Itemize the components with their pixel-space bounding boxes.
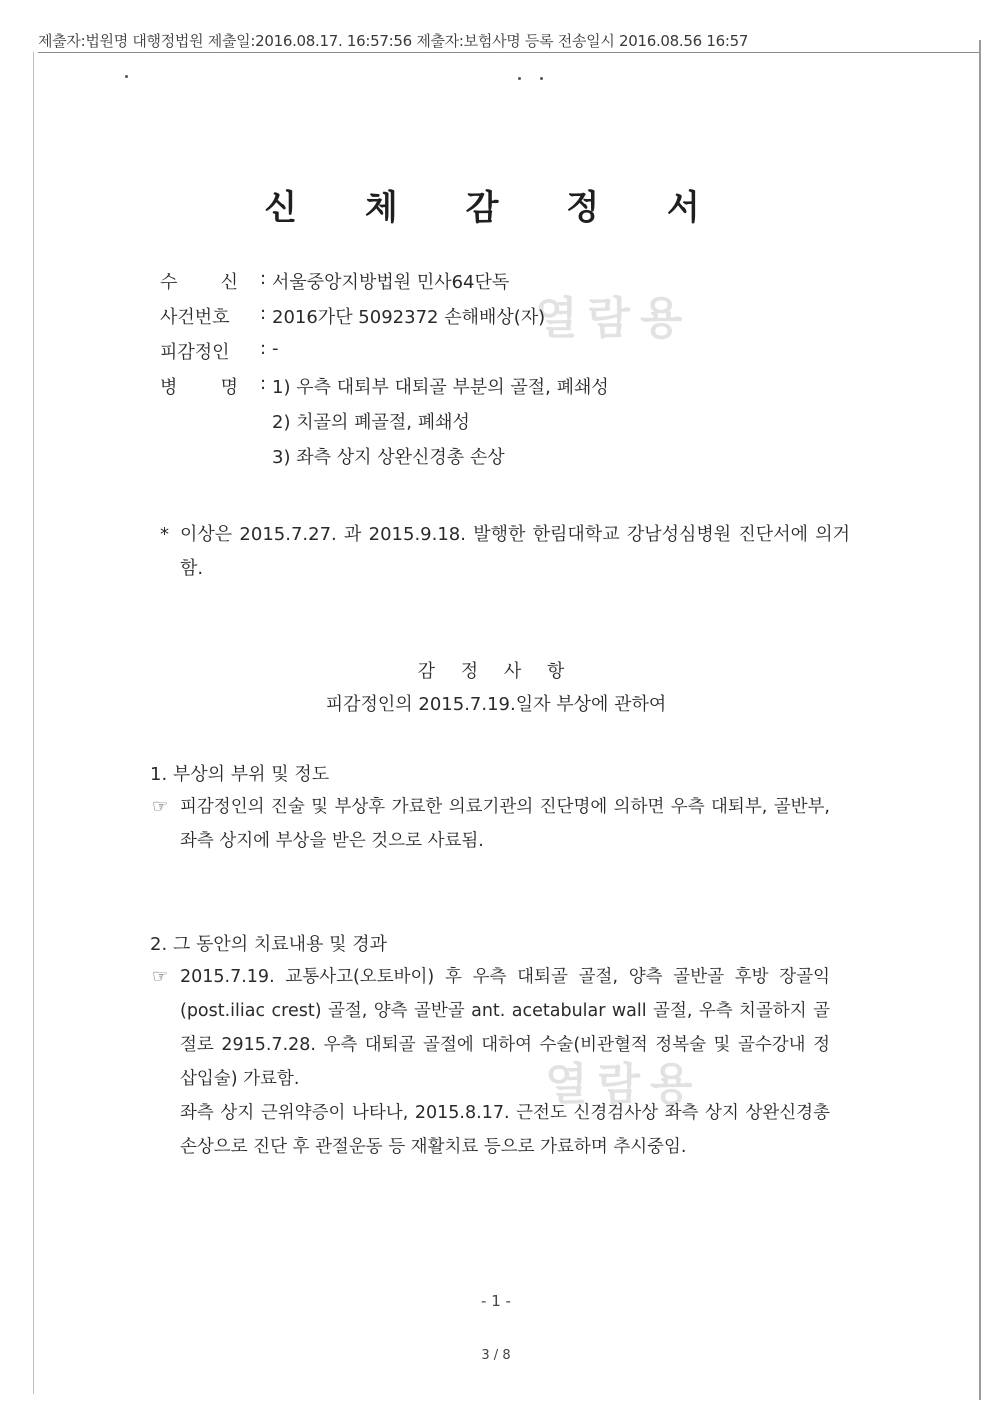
meta-label: 수 신 bbox=[160, 272, 238, 293]
meta-label: 피감정인 bbox=[160, 342, 230, 363]
page-count: 3 / 8 bbox=[481, 1348, 511, 1363]
subject-value: - bbox=[272, 338, 279, 359]
fax-header: 제출자:법원명 대행정법원 제출일:2016.08.17. 16:57:56 제출자:보험사명 등록 전송일시 2016.08.56 16:57 bbox=[38, 32, 749, 50]
fax-header-rule bbox=[38, 52, 980, 53]
scan-speck bbox=[125, 75, 128, 78]
pointing-hand-icon: ☞ bbox=[152, 796, 169, 817]
meta-colon: : bbox=[260, 338, 267, 359]
note-bullet: * bbox=[160, 524, 169, 545]
section-heading: 2. 그 동안의 치료내용 및 경과 bbox=[150, 934, 388, 955]
watermark-stamp: 열람용 bbox=[545, 1059, 703, 1110]
meta-row-subject bbox=[160, 338, 920, 373]
pointing-hand-icon: ☞ bbox=[152, 966, 169, 987]
appraisal-subheading: 피감정인의 2015.7.19.일자 부상에 관하여 bbox=[325, 694, 667, 715]
section-paragraph bbox=[150, 790, 830, 858]
document-meta bbox=[160, 268, 920, 478]
meta-colon: : bbox=[260, 303, 267, 324]
scan-speck bbox=[540, 77, 543, 80]
meta-row-case-no bbox=[160, 303, 920, 338]
diagnosis-item: 3) 좌측 상지 상완신경총 손상 bbox=[272, 447, 505, 468]
meta-label: 사건번호 bbox=[160, 307, 230, 328]
note-text: 이상은 2015.7.27. 과 2015.9.18. 발행한 한림대학교 강남성심병원 진단서에 의거함. bbox=[180, 524, 850, 579]
watermark-stamp: 열람용 bbox=[535, 293, 693, 344]
section-heading: 1. 부상의 부위 및 정도 bbox=[150, 764, 330, 785]
scan-edge-right bbox=[979, 40, 981, 1400]
diagnosis-item: 1) 우측 대퇴부 대퇴골 부분의 골절, 폐쇄성 bbox=[272, 377, 609, 398]
page-number: - 1 - bbox=[481, 1292, 511, 1310]
paragraph-text: 2015.7.19. 교통사고(오토바이) 후 우측 대퇴골 골절, 양측 골반골 후방 장골익(post.iliac crest) 골절, 양측 골반골 ant. acetabular wall 골절, 우측 치골하지 골절로 2915.7.28. 우측 대퇴골 골절에 대하여 수술(비관혈적 정복술 및 골수강내 정 삽입술) 가료함. bbox=[180, 967, 830, 1089]
scan-speck bbox=[518, 77, 521, 80]
meta-colon: : bbox=[260, 268, 267, 289]
appraisal-heading: 감 정 사 항 bbox=[417, 661, 575, 682]
scan-edge-left bbox=[33, 52, 34, 1394]
case-number-value: 2016가단 5092372 손해배상(자) bbox=[272, 307, 546, 328]
source-note bbox=[160, 518, 850, 586]
paragraph-text: 좌측 상지 근위약증이 나타나, 2015.8.17. 근전도 신경검사상 좌측 상지 상완신경총 손상으로 진단 후 관절운동 등 재활치료 등으로 가료하며 추시중임. bbox=[180, 1103, 830, 1157]
recipient-value: 서울중앙지방법원 민사64단독 bbox=[272, 272, 510, 293]
meta-row-diagnosis bbox=[160, 373, 920, 478]
meta-colon: : bbox=[260, 373, 267, 394]
paragraph-text: 피감정인의 진술 및 부상후 가료한 의료기관의 진단명에 의하면 우측 대퇴부, 골반부, 좌측 상지에 부상을 받은 것으로 사료됨. bbox=[180, 797, 830, 851]
meta-label: 병 명 bbox=[160, 377, 238, 398]
diagnosis-item: 2) 치골의 폐골절, 폐쇄성 bbox=[272, 412, 470, 433]
document-title: 신 체 감 정 서 bbox=[264, 188, 728, 228]
section-paragraph bbox=[150, 960, 830, 1164]
meta-row-recipient bbox=[160, 268, 920, 303]
